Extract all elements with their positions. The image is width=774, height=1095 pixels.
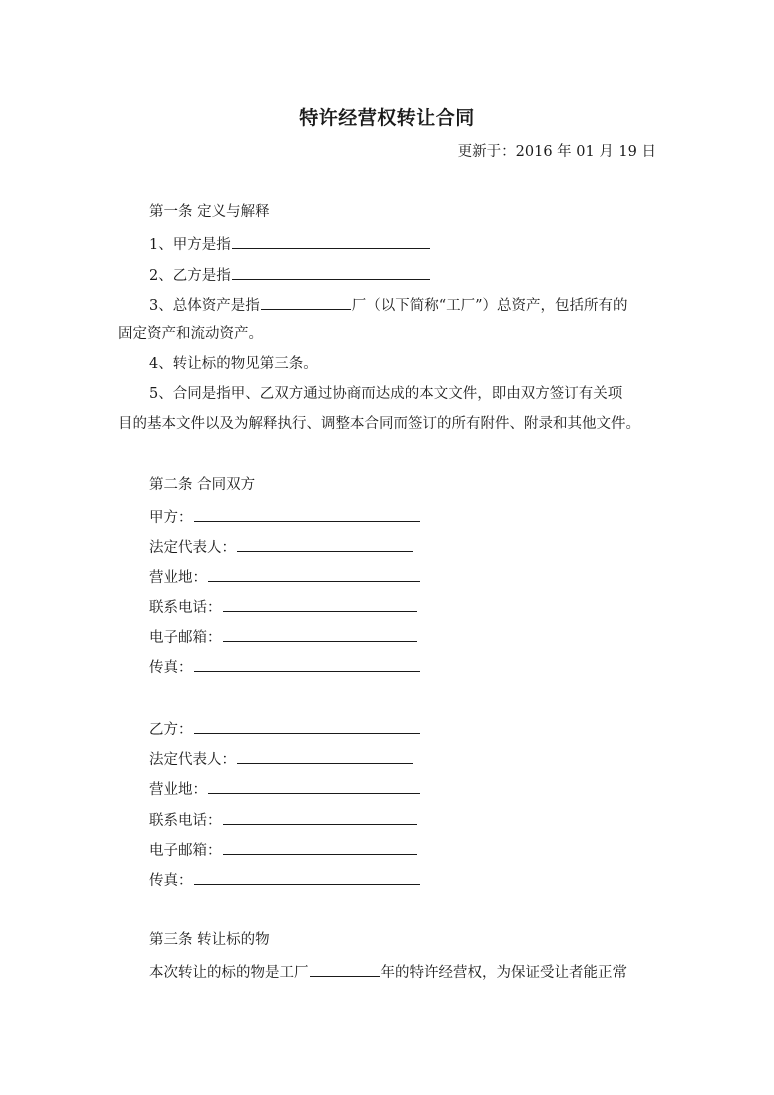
item-3-label: 3、总体资产是指 [149, 298, 260, 314]
field-label: 联系电话： [149, 813, 222, 829]
article-1-item-4: 4、转让标的物见第三条。 [149, 356, 318, 372]
party-a-rep-row [149, 536, 414, 558]
article-3-text-b: 年的特许经营权，为保证受让者能正常 [380, 965, 627, 981]
field-label: 法定代表人： [149, 752, 236, 768]
updated-date: 更新于：2016 年 01 月 19 日 [457, 144, 656, 160]
field-label: 联系电话： [149, 600, 222, 616]
party-b-phone-row [149, 809, 418, 831]
article-1-item-1 [149, 233, 431, 255]
party-b-rep-field[interactable] [237, 748, 413, 764]
field-label: 传真： [149, 660, 193, 676]
field-label: 甲方： [149, 510, 193, 526]
party-a-addr-field[interactable] [208, 566, 420, 582]
party-b-phone-field[interactable] [223, 809, 417, 825]
party-a-addr-row [149, 566, 421, 588]
field-label: 营业地： [149, 782, 207, 798]
party-b-name-row [149, 718, 421, 740]
article-2-heading: 第二条 合同双方 [149, 477, 256, 493]
party-a-phone-field[interactable] [223, 596, 417, 612]
article-3-heading: 第三条 转让标的物 [149, 932, 270, 948]
document-title: 特许经营权转让合同 [299, 107, 475, 129]
field-label: 营业地： [149, 570, 207, 586]
party-a-rep-field[interactable] [237, 536, 413, 552]
factory-name-blank[interactable] [261, 294, 351, 310]
party-b-fax-row [149, 869, 421, 891]
party-b-blank[interactable] [232, 264, 430, 280]
article-3-body [149, 961, 627, 983]
article-1-item-5: 5、合同是指甲、乙双方通过协商而达成的本文文件，即由双方签订有关项 [149, 386, 623, 402]
article-1-item-5-cont: 目的基本文件以及为解释执行、调整本合同而签订的所有附件、附录和其他文件。 [118, 416, 640, 432]
field-label: 传真： [149, 873, 193, 889]
years-blank[interactable] [310, 961, 380, 977]
party-b-rep-row [149, 748, 414, 770]
party-b-fax-field[interactable] [194, 869, 420, 885]
article-1-item-3-cont: 固定资产和流动资产。 [118, 326, 263, 342]
party-b-email-row [149, 839, 418, 861]
party-a-phone-row [149, 596, 418, 618]
article-1-item-2 [149, 264, 431, 286]
party-b-email-field[interactable] [223, 839, 417, 855]
field-label: 电子邮箱： [149, 630, 222, 646]
item-1-label: 1、甲方是指 [149, 237, 231, 253]
item-2-label: 2、乙方是指 [149, 268, 231, 284]
party-a-fax-field[interactable] [194, 656, 420, 672]
party-b-addr-row [149, 778, 421, 800]
party-b-name-field[interactable] [194, 718, 420, 734]
party-a-blank[interactable] [232, 233, 430, 249]
field-label: 电子邮箱： [149, 843, 222, 859]
party-a-name-row [149, 506, 421, 528]
party-a-fax-row [149, 656, 421, 678]
article-1-item-3 [149, 294, 628, 316]
article-3-text-a: 本次转让的标的物是工厂 [149, 965, 309, 981]
party-a-name-field[interactable] [194, 506, 420, 522]
article-1-heading: 第一条 定义与解释 [149, 204, 270, 220]
party-a-email-field[interactable] [223, 626, 417, 642]
field-label: 法定代表人： [149, 540, 236, 556]
field-label: 乙方： [149, 722, 193, 738]
party-a-email-row [149, 626, 418, 648]
item-3-text: 厂（以下简称“工厂”）总资产，包括所有的 [351, 298, 628, 314]
party-b-addr-field[interactable] [208, 778, 420, 794]
